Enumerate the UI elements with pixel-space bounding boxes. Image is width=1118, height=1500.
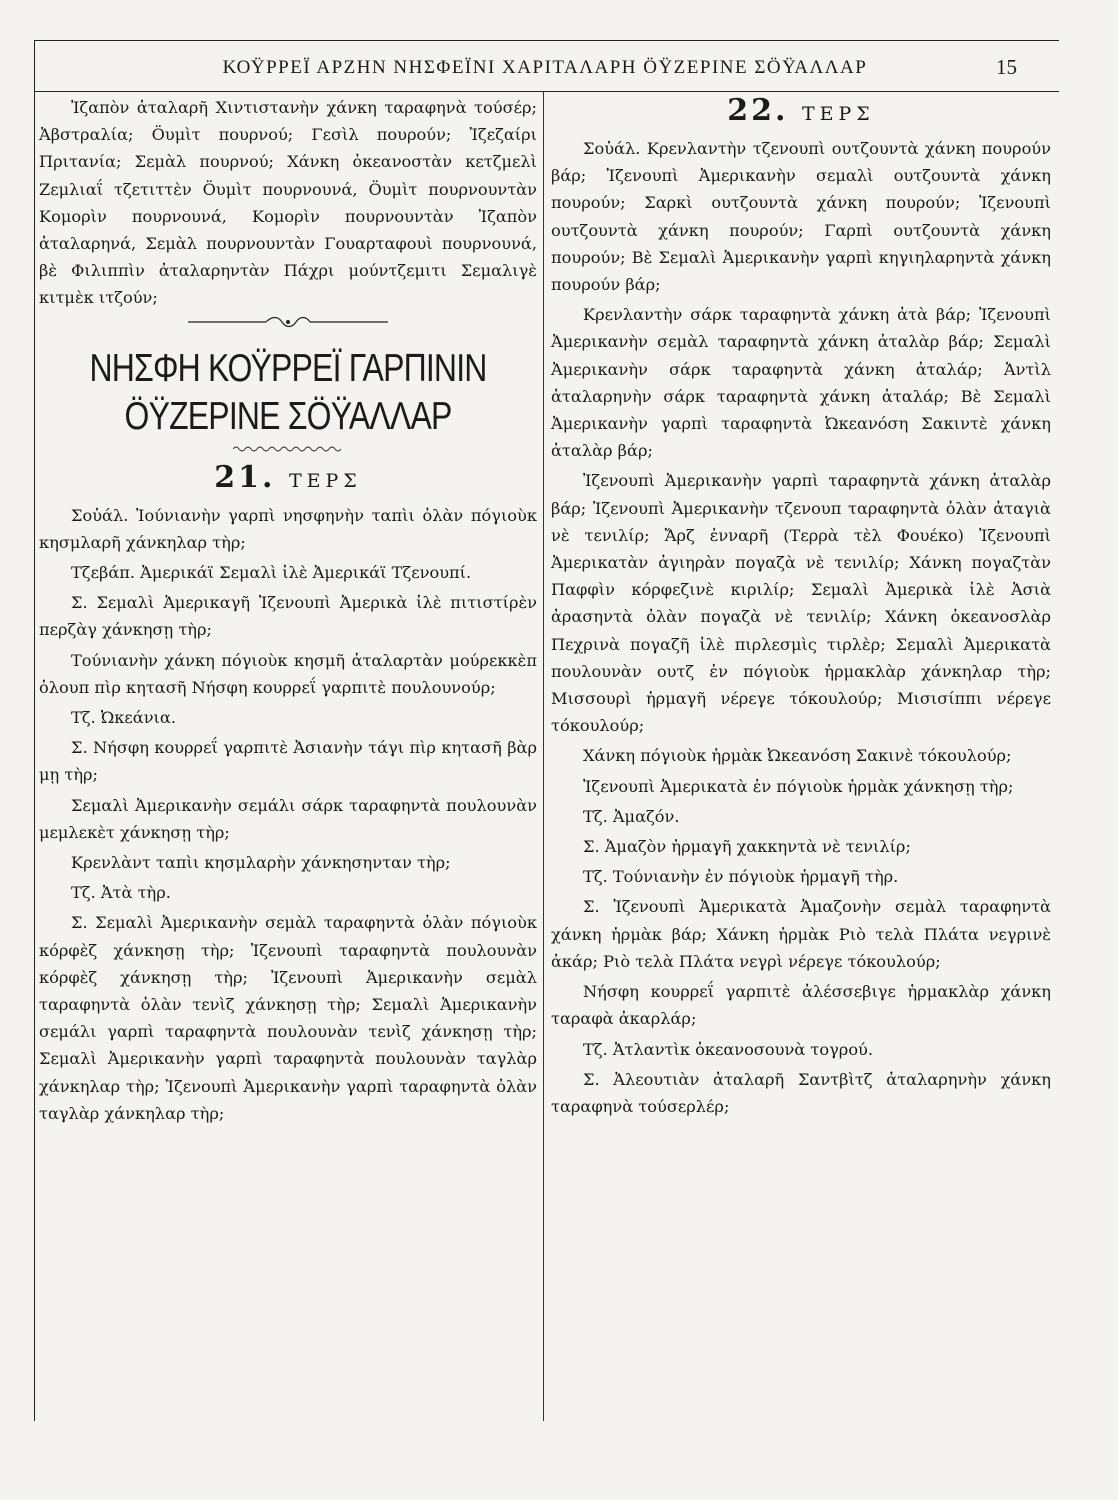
- wavy-rule: [233, 445, 343, 453]
- paragraph: Τούνιανὴν χάνκη πόγιοὺκ κησμῆ ἀταλαρτὰν μούρεκκὲπ ὀλουπ πὶρ κητασῆ Νήσφη κουρρεΐ γαρπιτὲ πουλουνούρ;: [39, 650, 537, 697]
- lesson-22-heading: [551, 92, 1051, 133]
- lesson-word: ΤΕΡΣ: [288, 469, 362, 492]
- paragraph: Τζ. Τούνιανὴν ἐν πόγιοὺκ ἡρμαγῆ τὴρ.: [583, 867, 899, 887]
- running-header: [35, 41, 1059, 89]
- section-heading-line2: ÖΫΖΕΡΙΝΕ ΣÖΫΑΛΛΑΡ: [124, 394, 452, 438]
- paragraph: Σ. Νήσφη κουρρεΐ γαρπιτὲ Ἀσιανὴν τάγι πὶρ κητασῆ βὰρ μῃ τὴρ;: [39, 738, 537, 785]
- intro-paragraph: Ἰζαπὸν ἀταλαρῆ Χιντιστανὴν χάνκη ταραφηνὰ τούσέρ; Ἀβστραλία; Öυμὶτ πουρνού; Γεσὶλ πουρούν; Ἰζεζαίρι Πριτανία; Σεμὰλ πουρνού; Χάνκη ὀκεανοστὰν κετζμελὶ Ζεμλιαΐ τζετιττὲν Öυμὶτ πουρνουνά, Öυμὶτ πουρνουντὰν Κομορὶν πουρνουνά, Κομορὶν πουρνουντὰν Ἰζαπὸν ἀταλαρηνά, Σεμὰλ πουρνουντὰν Γουαρταφουὶ πουρνουνά, βὲ Φιλιππὶν ἀταλαρηντὰν Πάχρι μούντζεμιτι Σεμαλιγὲ κιτμὲκ ιτζούν;: [39, 98, 537, 308]
- paragraph: Τζ. Ἀτὰ τὴρ.: [71, 883, 171, 903]
- lesson-number: 22.: [727, 93, 789, 128]
- running-title: ΚΟΫΡΡΕΪ ΑΡΖΗΝ ΝΗΣΦΕΪΝΙ ΧΑΡΙΤΑΛΑΡΗ ÖΫΖΕΡΙΝΕ ΣÖΫΑΛΛΑΡ: [222, 57, 868, 78]
- left-column: [39, 94, 537, 1130]
- column-divider: [543, 92, 544, 1421]
- paragraph: Κρενλαντὴν σάρκ ταραφηντὰ χάνκη ἀτὰ βάρ; Ἰζενουπὶ Ἀμερικανὴν σεμὰλ ταραφηντὰ χάνκη ἀταλὰρ βάρ; Σεμαλὶ Ἀμερικανὴν σάρκ ταραφηντὰ χάνκη ἀταλάρ; Ἀντὶλ ἀταλαρηνὴν σάρκ ταραφηντὰ χάνκη ἀταλάρ; Βὲ Σεμαλὶ Ἀμερικανὴν γαρπὶ ταραφηντὰ Ὠκεανόση Σακιντὲ χάνκη ἀταλὰρ βάρ;: [551, 305, 1051, 461]
- paragraph: Τζ. Ὠκεάνια.: [71, 708, 176, 728]
- paragraph: Σοὐάλ. Ἰούνιανὴν γαρπὶ νησφηνὴν ταπὶι ὀλὰν πόγιοὺκ κησμλαρῆ χάνκηλαρ τὴρ;: [39, 505, 537, 552]
- paragraph: Σοὐάλ. Κρενλαντὴν τζενουπὶ ουτζουντὰ χάνκη πουρούν βάρ; Ἰζενουπὶ Ἀμερικανὴν σεμαλὶ ουτζουντὰ χάνκη πουρούν; Σαρκὶ ουτζουντὰ χάνκη πουρούν; Ἰζενουπὶ ουτζουντὰ χάνκη πουρούν; Γαρπὶ ουτζουντὰ χάνκη πουρούν; Βὲ Σεμαλὶ Ἀμερικανὴν γαρπὶ κηγιηλαρηντὰ χάνκη πουρούν βάρ;: [551, 139, 1051, 295]
- section-heading-line1: ΝΗΣΦΗ ΚΟΫΡΡΕΪ ΓΑΡΠΙΝΙΝ: [89, 346, 487, 390]
- paragraph: Σεμαλὶ Ἀμερικανὴν σεμάλι σάρκ ταραφηντὰ πουλουνὰν μεμλεκὲτ χάνκησῃ τὴρ;: [39, 795, 537, 842]
- paragraph: Νήσφη κουρρεΐ γαρπιτὲ ἀλέσσεβιγε ἡρμακλὰρ χάνκη ταραφὰ ἀκαρλάρ;: [551, 982, 1051, 1029]
- page-number: 15: [996, 55, 1017, 79]
- paragraph: Τζεβάπ. Ἀμερικάϊ Σεμαλὶ ἰλὲ Ἀμερικάϊ Τζενουπί.: [71, 563, 472, 583]
- paragraph: Ἰζενουπὶ Ἀμερικανὴν γαρπὶ ταραφηντὰ χάνκη ἀταλὰρ βάρ; Ἰζενουπὶ Ἀμερικανὴν τζενουπ ταραφηντὰ ὀλὰν ἀταγιὰ νὲ τενιλίρ; Ἄρζ ἐνναρῆ (Τερρὰ τὲλ Φουέκο) Ἰζενουπὶ Ἀμερικατὰν ἀγιηρὰν πογαζὰ νὲ τενιλίρ; Χάνκη πογαζτὰν Παφφὶν κόρφεζινὲ κιριλίρ; Σεμαλὶ Ἀμερικὰ ἰλὲ Ἀσιὰ ἀρασηντὰ ὀλὰν πογαζὰ νὲ τενιλίρ; Χάνκη ὀκεανοσλὰρ Πεχρινὰ πογαζῆ ἰλὲ πιρλεσμὶς τιρλὲρ; Σεμαλὶ Ἀμερικατὰ πουλουνὰν ουτζ ἐν πόγιοὺκ ἡρμακλὰρ χάνκηλαρ τὴρ; Μισσουρὶ ἡρμαγῆ νέρεγε τόκουλούρ; Μισισίππι νέρεγε τόκουλούρ;: [551, 471, 1051, 736]
- paragraph: Τζ. Ἀμαζόν.: [583, 806, 680, 826]
- paragraph: Σ. Ἰζενουπὶ Ἀμερικατὰ Ἀμαζονὴν σεμὰλ ταραφηντὰ χάνκη ἡρμὰκ βάρ; Χάνκη ἡρμὰκ Ριὸ τελὰ Πλάτα νεγρινὲ ἀκάρ; Ριὸ τελὰ Πλάτα νεγρὶ νέρεγε τόκουλούρ;: [551, 897, 1051, 971]
- paragraph: Χάνκη πόγιοὺκ ἡρμὰκ Ὠκεανόση Σακινὲ τόκουλούρ;: [583, 746, 1012, 766]
- ornament-divider: [188, 315, 388, 329]
- paragraph: Τζ. Ἀτλαντὶκ ὀκεανοσουνὰ τογρού.: [583, 1039, 874, 1059]
- right-column: [551, 94, 1051, 1123]
- paragraph: Σ. Σεμαλὶ Ἀμερικαγῆ Ἰζενουπὶ Ἀμερικὰ ἰλὲ πιτιστίρὲν περζὰγ χάνκησῃ τὴρ;: [39, 593, 537, 640]
- paragraph: Σ. Σεμαλὶ Ἀμερικανὴν σεμὰλ ταραφηντὰ ὀλὰν πόγιοὺκ κόρφὲζ χάνκησῃ τὴρ; Ἰζενουπὶ ταραφηντὰ πουλουνὰν κόρφὲζ χάνκησῃ τὴρ; Ἰζενουπὶ Ἀμερικανὴν σεμὰλ ταραφηντὰ ὀλὰν τενὶζ χάνκησῃ τὴρ; Σεμαλὶ Ἀμερικανὴν σεμάλι γαρπὶ ταραφηντὰ πουλουνὰν τενὶζ χάνκησῃ τὴρ; Σεμαλὶ Ἀμερικανὴν γαρπὶ ταραφηντὰ πουλουνὰν ταγλὰρ χάνκηλαρ τὴρ; Ἰζενουπὶ Ἀμερικανὴν γαρπὶ ταραφηντὰ ὀλὰν ταγλὰρ χάνκηλαρ τὴρ;: [39, 913, 537, 1123]
- lesson-21-heading: [39, 459, 537, 500]
- paragraph: Σ. Ἀμαζὸν ἡρμαγῆ χακκηντὰ νὲ τενιλίρ;: [583, 837, 911, 857]
- paragraph: Κρενλὰντ ταπὶι κησμλαρὴν χάνκησηνταν τὴρ;: [71, 853, 451, 873]
- paragraph: Σ. Ἀλεουτιὰν ἀταλαρῆ Σαντβὶτζ ἀταλαρηνὴν χάνκη ταραφηνὰ τούσερλέρ;: [551, 1069, 1051, 1116]
- page-frame: [34, 40, 1059, 1421]
- lesson-word: ΤΕΡΣ: [801, 103, 875, 125]
- lesson-number: 21.: [214, 459, 276, 495]
- paragraph: Ἰζενουπὶ Ἀμερικατὰ ἐν πόγιοὺκ ἡρμὰκ χάνκησῃ τὴρ;: [583, 776, 1014, 796]
